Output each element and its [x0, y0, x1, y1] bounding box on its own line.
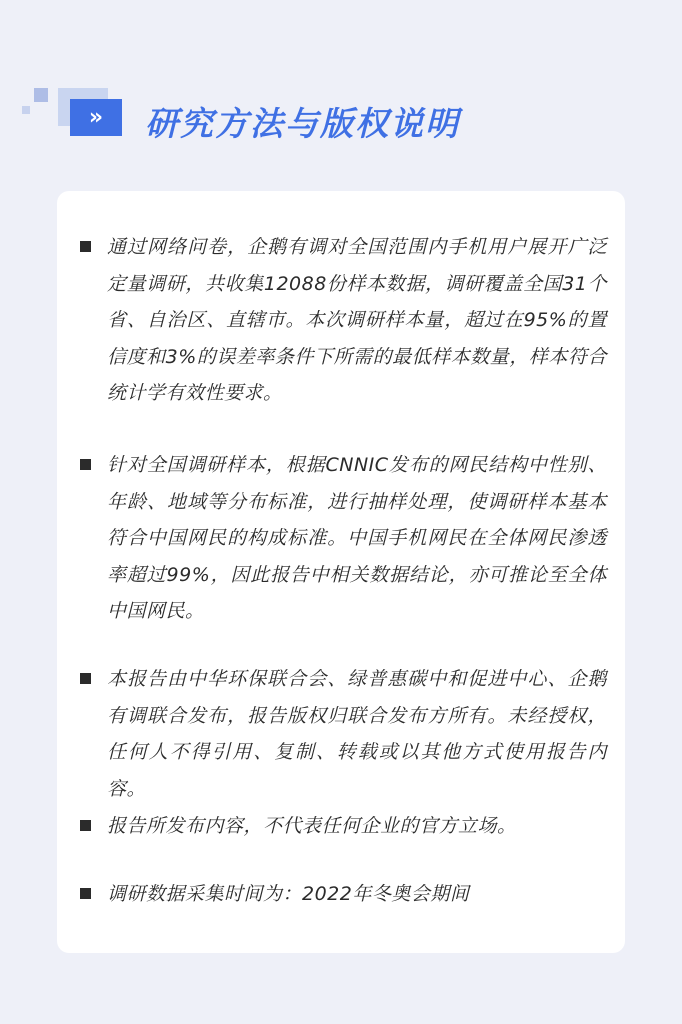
- list-item-text: 通过网络问卷，企鹅有调对全国范围内手机用户展开广泛定量调研，共收集12088份样本数据，调研覆盖全国31个省、自治区、直辖市。本次调研样本量，超过在95%的置信度和3%的误差率条件下所需的最低样本数量，样本符合统计学有效性要求。: [107, 236, 607, 404]
- bullet-icon: [80, 820, 91, 831]
- list-item: [77, 876, 607, 913]
- bullet-icon: [80, 673, 91, 684]
- bullet-icon: [80, 241, 91, 252]
- bullet-icon: [80, 888, 91, 899]
- list-item-text: 报告所发布内容，不代表任何企业的官方立场。: [107, 815, 517, 837]
- decorative-square: [34, 88, 48, 102]
- list-item: [77, 661, 607, 807]
- content-card: [57, 191, 625, 953]
- bullet-icon: [80, 459, 91, 470]
- chevron-glyph: »: [88, 104, 104, 130]
- double-chevron-right-icon: [70, 99, 122, 136]
- page-title: 研究方法与版权说明: [145, 104, 460, 143]
- list-item-text: 本报告由中华环保联合会、绿普惠碳中和促进中心、企鹅有调联合发布，报告版权归联合发布方所有。未经授权，任何人不得引用、复制、转载或以其他方式使用报告内容。: [107, 668, 607, 800]
- list-item: [77, 808, 607, 845]
- decorative-square: [22, 106, 30, 114]
- list-item-text: 针对全国调研样本，根据CNNIC发布的网民结构中性别、年龄、地域等分布标准，进行抽样处理，使调研样本基本符合中国网民的构成标准。中国手机网民在全体网民渗透率超过99%，因此报告中相关数据结论，亦可推论至全体中国网民。: [107, 454, 607, 622]
- list-item: [77, 447, 607, 630]
- list-item-text: 调研数据采集时间为：2022年冬奥会期间: [107, 883, 470, 905]
- list-item: [77, 229, 607, 412]
